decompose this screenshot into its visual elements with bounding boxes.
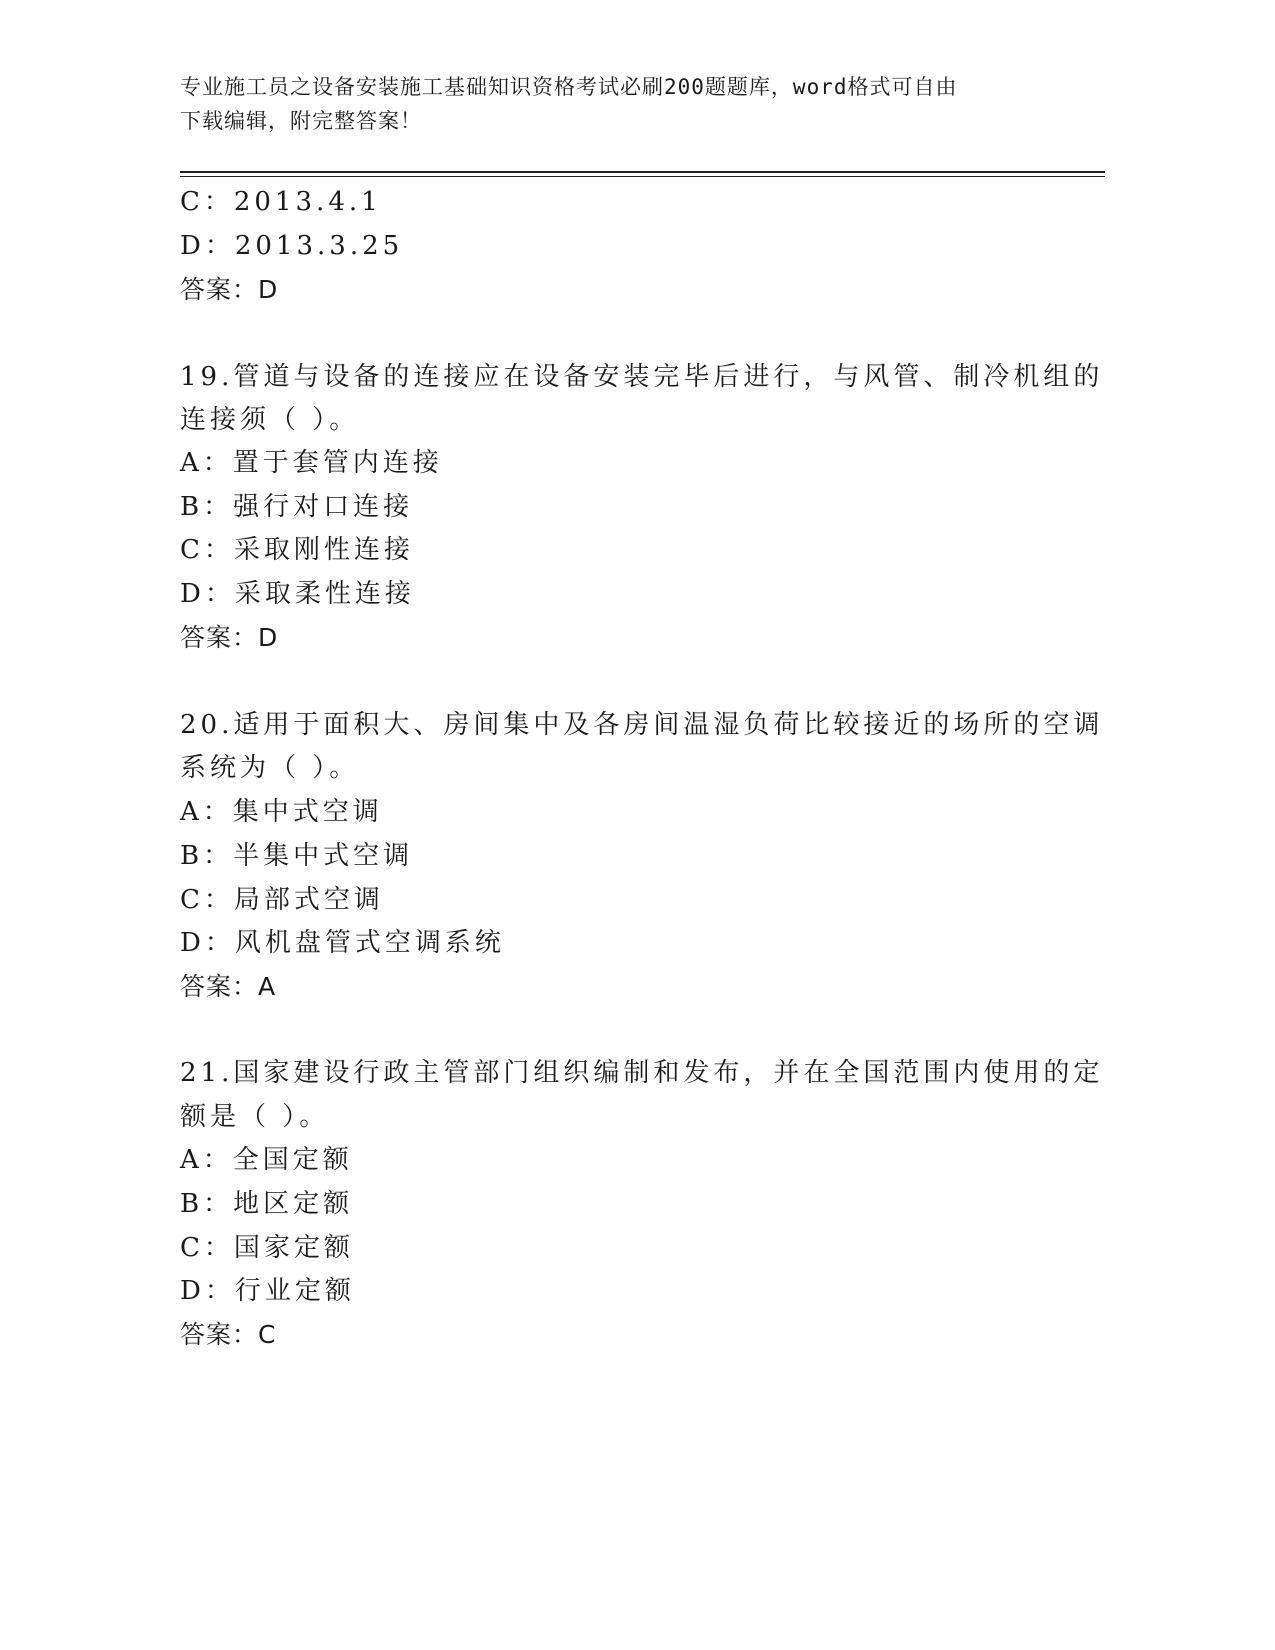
question-19-option-c: C：采取刚性连接: [180, 535, 414, 565]
prev-option-c: C：2013.4.1: [180, 187, 382, 217]
question-21-option-d: D：行业定额: [180, 1276, 355, 1306]
question-19-option-a: A：置于套管内连接: [180, 448, 443, 478]
question-19-option-b: B：强行对口连接: [180, 492, 414, 522]
question-21-option-a: A：全国定额: [180, 1145, 353, 1175]
question-21-answer: 答案：C: [180, 1320, 277, 1349]
question-20-stem-line-2: 系统为（ ）。: [180, 753, 360, 783]
prev-answer: 答案：D: [180, 275, 279, 304]
question-20-answer: 答案：A: [180, 972, 277, 1001]
question-20-option-c: C：局部式空调: [180, 885, 384, 915]
header-divider-thick: [180, 171, 1105, 173]
prev-option-d: D：2013.3.25: [180, 231, 404, 261]
question-21-option-b: B：地区定额: [180, 1189, 354, 1219]
question-19-stem-line-2: 连接须（ ）。: [180, 405, 360, 435]
question-20-option-d: D：风机盘管式空调系统: [180, 928, 505, 958]
page-header: [180, 70, 1040, 138]
question-21-stem-line-1: 21.国家建设行政主管部门组织编制和发布，并在全国范围内使用的定: [180, 1058, 1104, 1088]
question-19-stem-line-1: 19.管道与设备的连接应在设备安装完毕后进行，与风管、制冷机组的: [180, 362, 1104, 392]
question-19-answer: 答案：D: [180, 623, 279, 652]
question-20-option-b: B：半集中式空调: [180, 841, 414, 871]
header-title-line-1: 专业施工员之设备安装施工基础知识资格考试必刷200题题库，word格式可自由: [180, 75, 958, 99]
header-title-line-2: 下载编辑，附完整答案！: [180, 109, 422, 133]
question-21-option-c: C：国家定额: [180, 1233, 354, 1263]
question-20-stem-line-1: 20.适用于面积大、房间集中及各房间温湿负荷比较接近的场所的空调: [180, 710, 1104, 740]
question-19-option-d: D：采取柔性连接: [180, 579, 415, 609]
question-21-stem-line-2: 额是（ ）。: [180, 1102, 330, 1132]
question-20-option-a: A：集中式空调: [180, 797, 383, 827]
header-divider-thin: [180, 176, 1105, 177]
